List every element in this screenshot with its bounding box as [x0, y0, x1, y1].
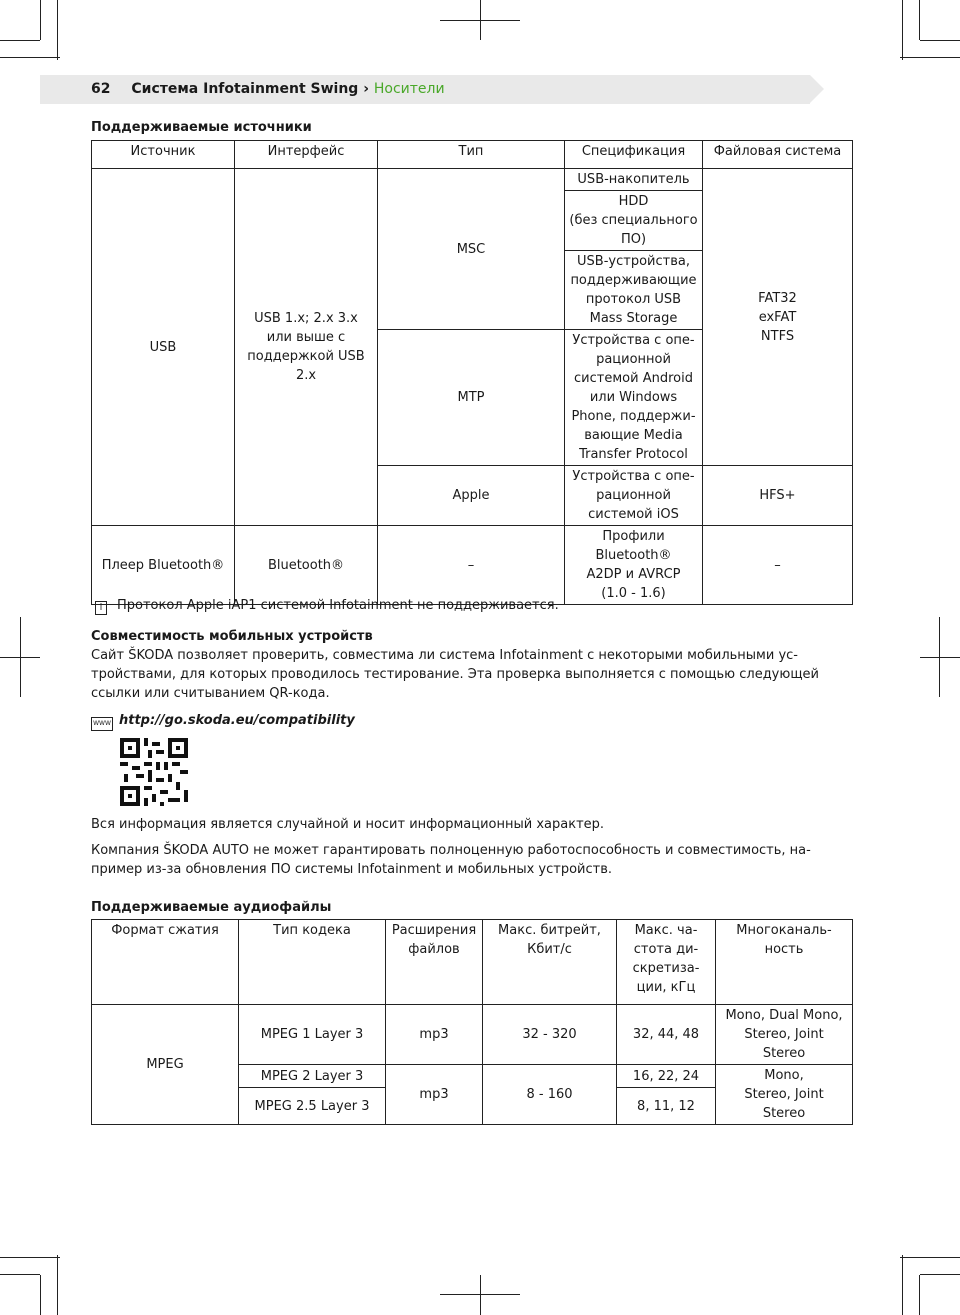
cell-line: ПО)	[620, 232, 647, 247]
apple-type-cell: Apple	[378, 466, 565, 526]
cell-line: системой Android	[574, 371, 693, 386]
page-number: 62	[91, 81, 111, 97]
paragraph-line: пример из-за обновления ПО системы Infotainment и мобильных устройств.	[91, 862, 613, 877]
cell-line: (1.0 - 1.6)	[601, 586, 666, 601]
disclaimer-2	[91, 841, 861, 879]
cell-line: системой iOS	[588, 507, 679, 522]
extension-cell: mp3	[386, 1005, 483, 1065]
qr-code-icon[interactable]	[120, 738, 188, 806]
column-header	[483, 920, 617, 1005]
cell-line: рационной	[596, 488, 671, 503]
disclaimer-1: Вся информация является случайной и носит информационный характер.	[91, 817, 605, 832]
hdd-cell	[565, 191, 703, 251]
column-header: Интерфейс	[235, 141, 378, 169]
cell-line: Mass Storage	[589, 311, 678, 326]
apple-spec-cell	[565, 466, 703, 526]
sources-table	[91, 140, 853, 605]
cell-line: поддержкой USB	[247, 349, 365, 364]
cell-line: Mono, Dual Mono,	[725, 1008, 843, 1023]
bt-spec-cell	[565, 526, 703, 605]
cell-line: или Windows	[589, 390, 678, 405]
cell-line: поддерживающие	[570, 273, 697, 288]
usb-mass-storage-cell	[565, 251, 703, 330]
usb-interface-cell	[235, 169, 378, 526]
mtp-spec-cell	[565, 330, 703, 466]
cell-line: Расширения	[391, 923, 477, 938]
cell-line: FAT32	[758, 290, 797, 306]
cell-line: протокол USB	[585, 292, 682, 307]
column-header: Тип	[378, 141, 565, 169]
cell-line: Профили	[602, 529, 665, 544]
paragraph-line: ссылки или считыванием QR-кода.	[91, 686, 330, 701]
breadcrumb-separator: ›	[363, 81, 369, 97]
compat-link[interactable]: http://go.skoda.eu/compatibility	[119, 713, 355, 728]
cell-line: рационной	[596, 352, 671, 367]
cell-line: скретиза-	[632, 961, 700, 976]
cell-line: Stereo	[762, 1046, 806, 1061]
cell-line: Устройства с опе-	[572, 333, 695, 348]
msc-type-cell: MSC	[378, 169, 565, 330]
cell-line: Макс. ча-	[634, 923, 698, 938]
cell-line: Transfer Protocol	[579, 447, 688, 462]
cell-line: NTFS	[760, 328, 795, 344]
channels-cell	[716, 1065, 853, 1125]
cell-line: Тип кодека	[273, 923, 351, 938]
cell-line: Stereo	[762, 1106, 806, 1121]
extension-cell: mp3	[386, 1065, 483, 1125]
cell-line: или выше с	[266, 330, 346, 345]
column-header	[92, 920, 239, 1005]
www-icon: WWW	[91, 717, 113, 731]
cell-line: Stereo, Joint	[744, 1087, 824, 1102]
paragraph-line: Компания ŠKODA AUTO не может гарантировать полноценную работоспособность и совместимость, на-	[91, 843, 811, 858]
frequency-cell: 8, 11, 12	[617, 1088, 716, 1125]
format-cell: MPEG	[92, 1005, 239, 1125]
running-header	[91, 81, 445, 97]
bt-filesystem-cell: –	[703, 526, 853, 605]
compat-text	[91, 646, 861, 703]
cell-line: Формат сжатия	[111, 923, 219, 938]
bitrate-cell: 32 - 320	[483, 1005, 617, 1065]
cell-line: (без специального	[569, 213, 698, 228]
column-header	[386, 920, 483, 1005]
cell-line: стота ди-	[633, 942, 699, 957]
column-header	[716, 920, 853, 1005]
bitrate-cell: 8 - 160	[483, 1065, 617, 1125]
usb-source-cell: USB	[92, 169, 235, 526]
cell-line: Mono,	[764, 1068, 804, 1083]
cell-line: Устройства с опе-	[572, 469, 695, 484]
compat-title: Совместимость мобильных устройств	[91, 629, 373, 644]
column-header: Спецификация	[565, 141, 703, 169]
bt-interface-cell: Bluetooth®	[235, 526, 378, 605]
channels-cell	[716, 1005, 853, 1065]
cell-line: вающие Media	[584, 428, 683, 443]
section-title: Система Infotainment Swing	[131, 81, 359, 97]
paragraph-line: тройствами, для которых проводилось тестирование. Эта проверка выполняется с помощью следующей	[91, 667, 820, 682]
bt-type-cell: –	[378, 526, 565, 605]
subsection-title[interactable]: Носители	[373, 81, 445, 97]
usb-filesystem-cell	[703, 169, 853, 466]
sources-title: Поддерживаемые источники	[91, 120, 312, 135]
codec-cell: MPEG 2.5 Layer 3	[239, 1088, 386, 1125]
paragraph-line: Сайт ŠKODA позволяет проверить, совместима ли система Infotainment с некоторыми мобильными ус-	[91, 648, 798, 663]
column-header	[617, 920, 716, 1005]
cell-line: Многоканаль-	[736, 923, 832, 938]
cell-line: файлов	[408, 942, 460, 957]
audio-title: Поддерживаемые аудиофайлы	[91, 900, 332, 915]
column-header	[239, 920, 386, 1005]
cell-line: ность	[764, 942, 804, 957]
cell-line: 2.x	[295, 368, 317, 383]
apple-filesystem-cell: HFS+	[703, 466, 853, 526]
note-text: Протокол Apple iAP1 системой Infotainment не поддерживается.	[117, 598, 559, 613]
codec-cell: MPEG 1 Layer 3	[239, 1005, 386, 1065]
cell-line: A2DP и AVRCP	[586, 567, 681, 582]
info-icon: i	[95, 601, 107, 615]
cell-line: Макс. битрейт,	[498, 923, 601, 938]
cell-line: Кбит/с	[527, 942, 572, 957]
bt-source-cell: Плеер Bluetooth®	[92, 526, 235, 605]
note	[95, 598, 559, 615]
cell-line: USB 1.x; 2.x 3.x	[254, 311, 358, 326]
header-arrow	[810, 75, 824, 103]
cell-line: Phone, поддержи-	[571, 409, 696, 424]
cell-line: USB-устройства,	[577, 254, 690, 269]
column-header: Файловая система	[703, 141, 853, 169]
column-header: Источник	[92, 141, 235, 169]
frequency-cell: 32, 44, 48	[617, 1005, 716, 1065]
codec-cell: MPEG 2 Layer 3	[239, 1065, 386, 1088]
frequency-cell: 16, 22, 24	[617, 1065, 716, 1088]
usb-drive-cell: USB-накопитель	[565, 169, 703, 191]
cell-line: HDD	[618, 194, 649, 209]
cell-line: Stereo, Joint	[744, 1027, 824, 1042]
cell-line: Bluetooth®	[595, 548, 672, 563]
cell-line: exFAT	[758, 309, 797, 325]
mtp-type-cell: MTP	[378, 330, 565, 466]
cell-line: ции, кГц	[636, 980, 696, 995]
audio-table	[91, 919, 853, 1125]
